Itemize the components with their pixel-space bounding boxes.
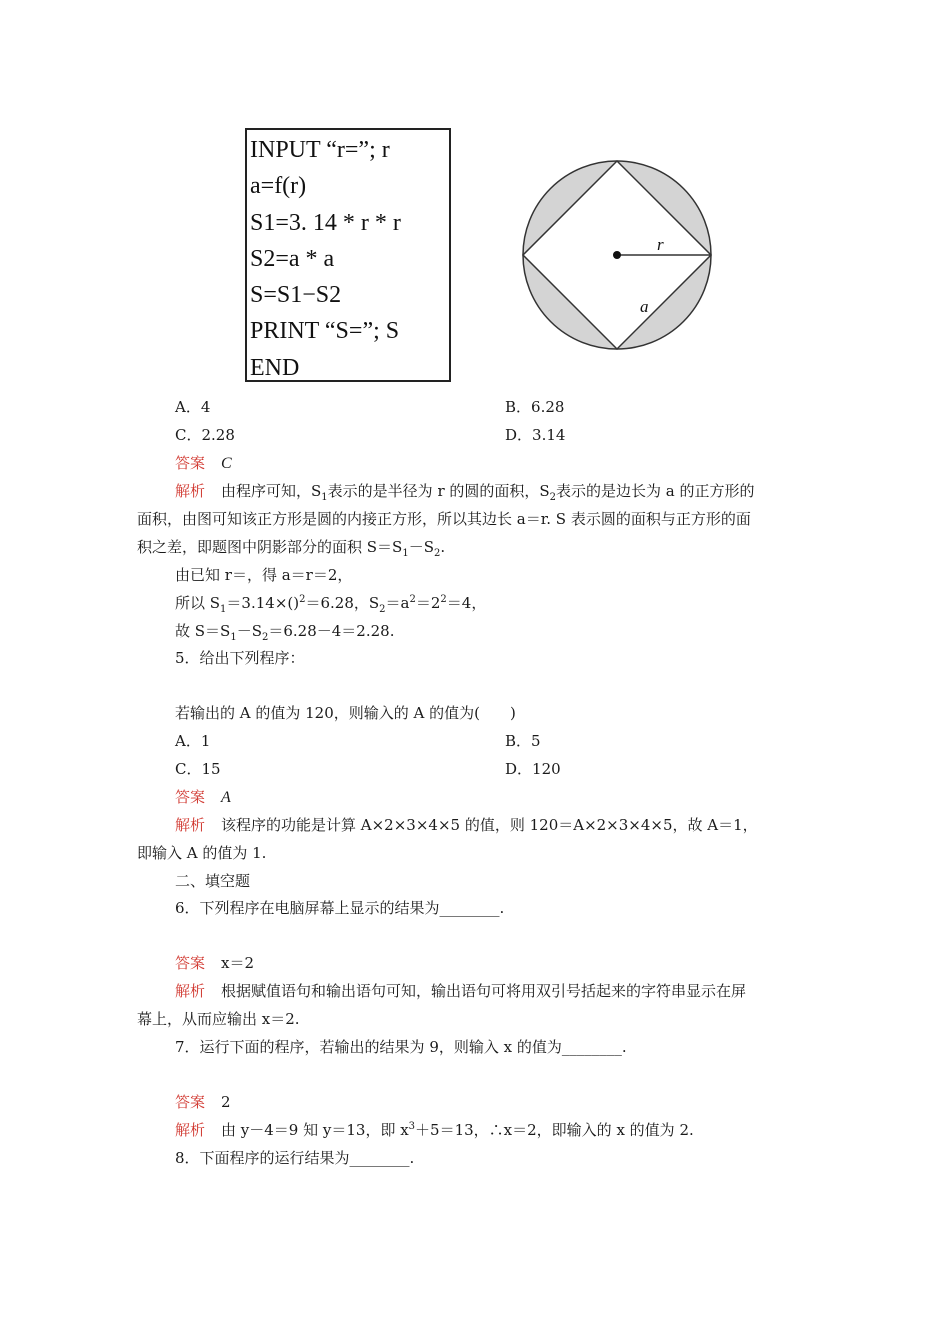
q5-answer xyxy=(175,787,231,808)
analysis-label: 解析 xyxy=(175,816,206,834)
subscript: 2 xyxy=(261,632,269,643)
answer-label: 答案 xyxy=(175,454,206,472)
q4-option-d: D．3.14 xyxy=(505,426,566,444)
analysis-text: 表示的是半径为 r 的圆的面积，S xyxy=(327,482,550,500)
q4-analysis-line-2: 面积，由图可知该正方形是圆的内接正方形，所以其边长 a＝r. S 表示圆的面积与正方形的面 xyxy=(137,510,751,528)
superscript: 3 xyxy=(408,1121,416,1132)
q5-analysis-line-1 xyxy=(175,815,758,835)
subscript: 1 xyxy=(230,632,237,643)
program-code-box xyxy=(245,128,451,382)
q4-option-c: C．2.28 xyxy=(175,426,235,444)
code-line: PRINT “S=”; S xyxy=(250,318,400,345)
q7-analysis xyxy=(175,1120,694,1140)
answer-value: C xyxy=(221,455,232,472)
analysis-text: 积之差，即题图中阴影部分的面积 S＝S xyxy=(137,538,403,556)
answer-value: A xyxy=(221,789,231,806)
analysis-text: ＝6.28－4＝2.28. xyxy=(268,622,395,640)
subscript: 1 xyxy=(402,548,409,559)
q6-answer xyxy=(175,953,254,973)
q8-title: 8．下面程序的运行结果为________. xyxy=(175,1149,415,1167)
center-dot xyxy=(613,251,621,259)
q4-option-a: A．4 xyxy=(175,398,211,416)
q6-analysis-line-1 xyxy=(175,981,746,1001)
analysis-text: ＝3.14×() xyxy=(226,594,300,612)
subscript: 1 xyxy=(220,604,227,615)
analysis-text: . xyxy=(440,538,446,556)
q4-analysis-line-6 xyxy=(175,621,394,641)
analysis-text: 根据赋值语句和输出语句可知，输出语句可将用双引号括起来的字符串显示在屏 xyxy=(221,982,747,1000)
answer-value: 2 xyxy=(221,1093,231,1111)
analysis-text: ＝6.28，S xyxy=(305,594,380,612)
superscript: 2 xyxy=(409,594,416,605)
q4-analysis-line-4: 由已知 r＝，得 a＝r＝2， xyxy=(175,566,353,584)
q5-title: 5．给出下列程序： xyxy=(175,649,305,667)
code-line: S=S1−S2 xyxy=(250,282,342,309)
q5-option-b: B．5 xyxy=(505,732,541,750)
inscribed-square-figure xyxy=(520,158,714,352)
q4-analysis-line-5 xyxy=(175,593,486,613)
analysis-text: －S xyxy=(236,622,262,640)
analysis-text: 由程序可知，S xyxy=(221,482,322,500)
radius-label: r xyxy=(657,235,664,254)
analysis-text: ＝4， xyxy=(446,594,487,612)
analysis-label: 解析 xyxy=(175,482,206,500)
answer-label: 答案 xyxy=(175,954,206,972)
analysis-label: 解析 xyxy=(175,982,206,1000)
analysis-text: ＋5＝13，∴x＝2，即输入的 x 的值为 2. xyxy=(415,1121,694,1139)
code-line: END xyxy=(250,354,300,381)
code-line: S2=a * a xyxy=(250,245,335,272)
code-line: INPUT “r=”; r xyxy=(250,137,390,163)
analysis-text: ＝a xyxy=(385,594,410,612)
q6-analysis-line-2: 幕上，从而应输出 x＝2. xyxy=(137,1010,300,1028)
q7-answer xyxy=(175,1092,231,1112)
q7-title: 7．运行下面的程序，若输出的结果为 9，则输入 x 的值为________. xyxy=(175,1038,627,1056)
analysis-text: －S xyxy=(408,538,434,556)
q4-analysis-line-1 xyxy=(175,481,755,501)
superscript: 2 xyxy=(440,594,447,605)
analysis-text: ＝2 xyxy=(415,594,441,612)
q5-question: 若输出的 A 的值为 120，则输入的 A 的值为( ) xyxy=(175,704,516,722)
subscript: 2 xyxy=(549,492,557,503)
analysis-text: 由 y－4＝9 知 y＝13，即 x xyxy=(221,1121,409,1139)
answer-label: 答案 xyxy=(175,788,206,806)
analysis-label: 解析 xyxy=(175,1121,206,1139)
q5-option-c: C．15 xyxy=(175,760,221,778)
q6-title: 6．下列程序在电脑屏幕上显示的结果为________. xyxy=(175,899,505,917)
code-line: a=f(r) xyxy=(250,173,307,200)
subscript: 1 xyxy=(321,492,328,503)
answer-value: x＝2 xyxy=(221,954,255,972)
superscript: 2 xyxy=(299,594,306,605)
q5-option-a: A．1 xyxy=(175,732,211,750)
q4-answer xyxy=(175,453,232,474)
analysis-text: 所以 S xyxy=(175,594,221,612)
q5-analysis-line-2: 即输入 A 的值为 1. xyxy=(137,844,267,862)
side-label: a xyxy=(640,297,649,316)
analysis-text: 该程序的功能是计算 A×2×3×4×5 的值，则 120＝A×2×3×4×5，故 A＝1， xyxy=(221,816,758,834)
analysis-text: 故 S＝S xyxy=(175,622,231,640)
analysis-text: 表示的是边长为 a 的正方形的 xyxy=(556,482,755,500)
subscript: 2 xyxy=(379,604,386,615)
answer-label: 答案 xyxy=(175,1093,206,1111)
section-title: 二、填空题 xyxy=(175,872,251,890)
code-line: S1=3. 14 * r * r xyxy=(250,209,401,236)
q5-option-d: D．120 xyxy=(505,760,561,778)
subscript: 2 xyxy=(433,548,441,559)
q4-option-b: B．6.28 xyxy=(505,398,565,416)
q4-analysis-line-3 xyxy=(137,537,445,557)
